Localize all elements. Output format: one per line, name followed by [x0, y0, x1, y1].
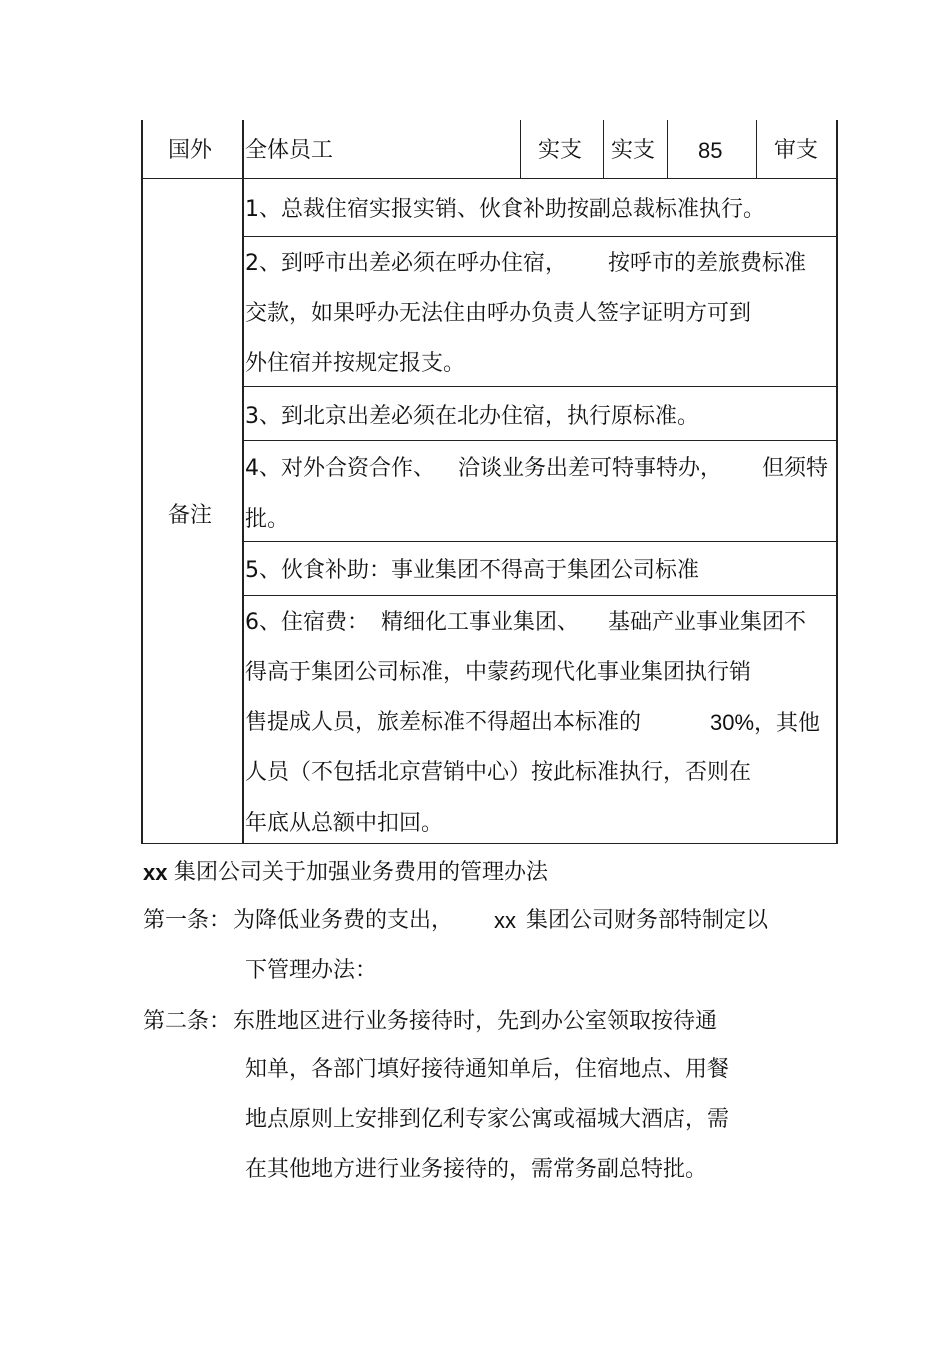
remark-6-line2: 得高于集团公司标准，中蒙药现代化事业集团执行销 — [245, 660, 752, 685]
table-bottom-border — [141, 843, 838, 844]
table-right-border — [836, 120, 838, 844]
remark-2-line1b: 按呼市的差旅费标准 — [608, 251, 807, 276]
article-1-line2: 下管理办法： — [245, 958, 378, 983]
remark-4-line1c: 但须特 — [762, 456, 829, 481]
table-left-border — [141, 120, 143, 844]
remark-4-line1b: 洽谈业务出差可特事特办， — [458, 456, 723, 481]
cell-approval: 审支 — [774, 138, 819, 163]
remark-2-line3: 外住宿并按规定报支。 — [245, 351, 466, 376]
table-col-divider — [520, 120, 521, 178]
article-1-line1c: 集团公司财务部特制定以 — [526, 908, 769, 933]
cell-allowance: 85 — [698, 138, 723, 163]
article-2-line1: 东胜地区进行业务接待时，先到办公室领取按待通 — [233, 1009, 718, 1034]
cell-lodging: 实支 — [538, 138, 583, 163]
remark-3: 3、到北京出差必须在北办住宿，执行原标准。 — [245, 404, 699, 429]
table-row-divider — [242, 440, 838, 441]
table-col-divider — [667, 120, 668, 178]
remark-6-line1b: 精细化工事业集团、 — [381, 610, 580, 635]
article-1-label: 第一条： — [143, 908, 232, 933]
article-2-line2: 知单，各部门填好接待通知单后，住宿地点、用餐 — [245, 1057, 730, 1082]
remark-5: 5、伙食补助：事业集团不得高于集团公司标准 — [245, 558, 699, 583]
remark-4-line2: 批。 — [245, 507, 290, 532]
article-2-line3: 地点原则上安排到亿利专家公寓或福城大酒店，需 — [245, 1107, 730, 1132]
doc-title: 集团公司关于加强业务费用的管理办法 — [174, 860, 549, 885]
article-1-line1b: xx — [494, 908, 516, 933]
cell-meal: 实支 — [611, 138, 656, 163]
cell-region: 国外 — [168, 138, 213, 163]
remark-6-line1a: 6、住宿费： — [245, 610, 369, 635]
article-1-line1a: 为降低业务费的支出， — [233, 908, 454, 933]
remark-6-line1c: 基础产业事业集团不 — [608, 610, 807, 635]
table-row-divider — [242, 236, 838, 237]
remark-1: 1、总裁住宿实报实销、伙食补助按副总裁标准执行。 — [245, 197, 765, 222]
remark-2-line2: 交款，如果呼办无法住由呼办负责人签字证明方可到 — [245, 301, 752, 326]
table-col-divider — [756, 120, 757, 178]
remark-6-line3a: 售提成人员，旅差标准不得超出本标准的 — [245, 710, 642, 735]
doc-title-prefix: xx — [143, 860, 168, 885]
remark-4-line1a: 4、对外合资合作、 — [245, 456, 435, 481]
table-row-divider — [242, 541, 838, 542]
table-row-divider — [242, 386, 838, 387]
remarks-label: 备注 — [168, 503, 213, 528]
table-col-divider — [603, 120, 604, 178]
table-row-divider — [242, 595, 838, 596]
remark-6-line3b: 30%，其他 — [710, 710, 821, 735]
remark-2-line1: 2、到呼市出差必须在呼办住宿， — [245, 251, 567, 276]
article-2-label: 第二条： — [143, 1009, 232, 1034]
remark-6-line5: 年底从总额中扣回。 — [245, 811, 444, 836]
article-2-line4: 在其他地方进行业务接待的，需常务副总特批。 — [245, 1157, 708, 1182]
remark-6-line4: 人员（不包括北京营销中心）按此标准执行，否则在 — [245, 760, 752, 785]
cell-staff: 全体员工 — [245, 138, 334, 163]
table-row-divider — [141, 178, 838, 179]
table-col-divider — [242, 120, 244, 844]
